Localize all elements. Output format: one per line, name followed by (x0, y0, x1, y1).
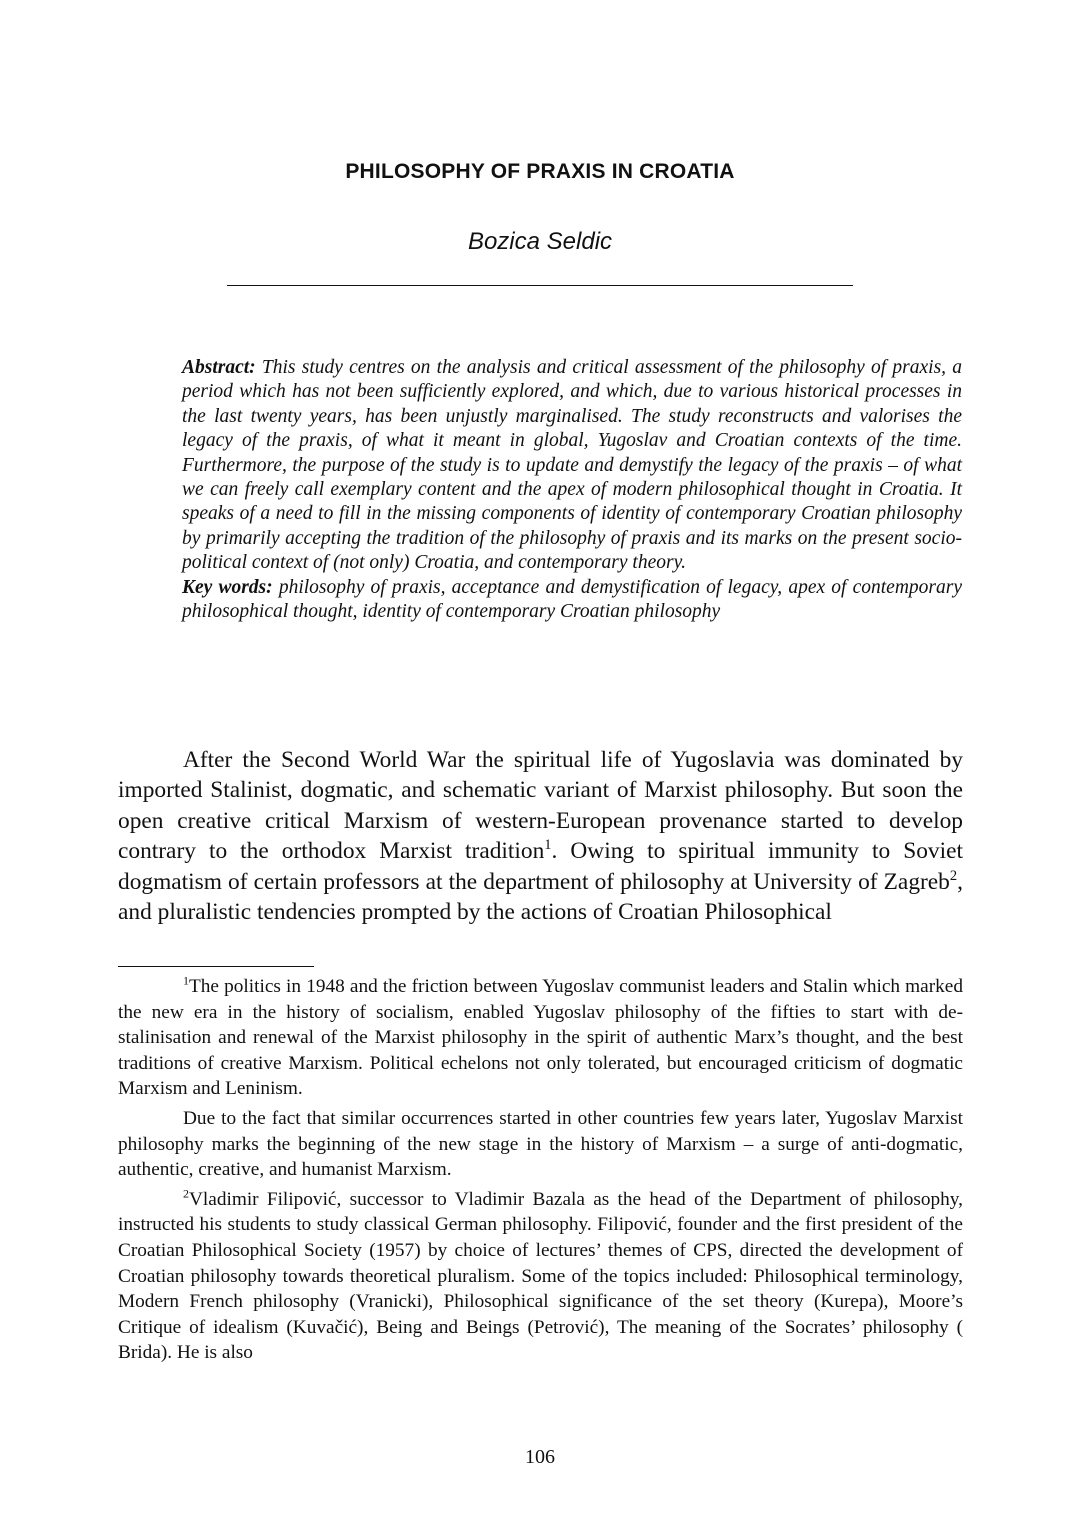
title-divider (227, 285, 853, 286)
keywords-paragraph (182, 576, 962, 625)
keywords-label: Key words: (182, 576, 273, 598)
body-text-part-2: . Owing to spiritual immunity to Soviet dogmatism of certain professors at the department of philosophy at University of Zagreb (118, 838, 963, 895)
abstract-text: This study centres on the analysis and critical assessment of the philosophy of praxis, a period which has not been sufficiently explored, and which, due to various historical processes in the last twenty years, has been unjustly marginalised. The study reconstructs and valorises the legacy of the praxis, of what it meant in global, Yugoslav and Croatian contexts of the time. Furthermore, the purpose of the study is to update and demystify the legacy of the praxis – of what we can freely call exemplary content and the apex of modern philosophical thought in Croatia. It speaks of a need to fill in the missing components of identity of contemporary Croatian philosophy by primarily accepting the tradition of the philosophy of praxis and its marks on the present socio-political context of (not only) Croatia, and contemporary theory. (182, 357, 963, 574)
body-text-part-1: After the Second World War the spiritual life of Yugoslavia was dominated by imported Stalinist, dogmatic, and schematic variant of Marxist philosophy. But soon the open creative critical Marxism of western-European provenance started to develop contrary to the orthodox Marxist tradition (118, 747, 963, 865)
keywords-text: philosophy of praxis, acceptance and demystification of legacy, apex of contemporary philosophical thought, identity of contemporary Croatian philosophy (182, 576, 962, 623)
footnote-2-text: Vladimir Filipović, successor to Vladimir Bazala as the head of the Department of philosophy, instructed his students to study classical German philosophy. Filipović, founder and the first president of the Croatian Philosophical Society (1957) by choice of lectures’ themes of CPS, directed the development of Croatian philosophy towards theoretical pluralism. Some of the topics included: Philosophical terminology, Modern French philosophy (Vranicki), Philosophical significance of the set theory (Kurepa), Moore’s Critique of idealism (Kuvačić), Being and Beings (Petrović), The meaning of the Socrates’ philosophy ( Brida). He is also (118, 1188, 963, 1364)
paper-title: PHILOSOPHY OF PRAXIS IN CROATIA (345, 160, 735, 183)
footnote-divider (118, 966, 314, 967)
page-number: 106 (525, 1446, 555, 1468)
footnote-2-mark: 2 (183, 1186, 189, 1201)
footnote-2 (118, 1187, 963, 1366)
footnote-ref-1: 1 (544, 837, 552, 854)
footnote-ref-2: 2 (949, 867, 958, 884)
abstract-block (182, 356, 962, 624)
body-text-part-3: , and pluralistic tendencies prompted by the actions of Croatian Philosophical (118, 868, 963, 926)
footnote-1-continued (118, 1106, 963, 1183)
footnote-1-mark: 1 (183, 973, 189, 988)
abstract-paragraph (182, 356, 962, 576)
author-name: Bozica Seldic (467, 228, 613, 255)
body-paragraph (118, 745, 963, 927)
footnote-1-cont-text: Due to the fact that similar occurrences started in other countries few years later, Yugoslav Marxist philosophy marks the beginning of the new stage in the history of Marxism – a surge of anti-dogmatic, authentic, creative, and humanist Marxism. (118, 1107, 963, 1181)
footnotes-block (118, 974, 963, 1370)
footnote-1 (118, 974, 963, 1102)
footnote-1-text: The politics in 1948 and the friction between Yugoslav communist leaders and Stalin which marked the new era in the history of socialism, enabled Yugoslav philosophy of the fifties to start with de-stalinisation and renewal of the Marxist philosophy in the spirit of authentic Marx’s thought, and the best traditions of creative Marxism. Political echelons not only tolerated, but encouraged criticism of dogmatic Marxism and Leninism. (118, 976, 963, 1100)
abstract-label: Abstract: (182, 357, 256, 378)
